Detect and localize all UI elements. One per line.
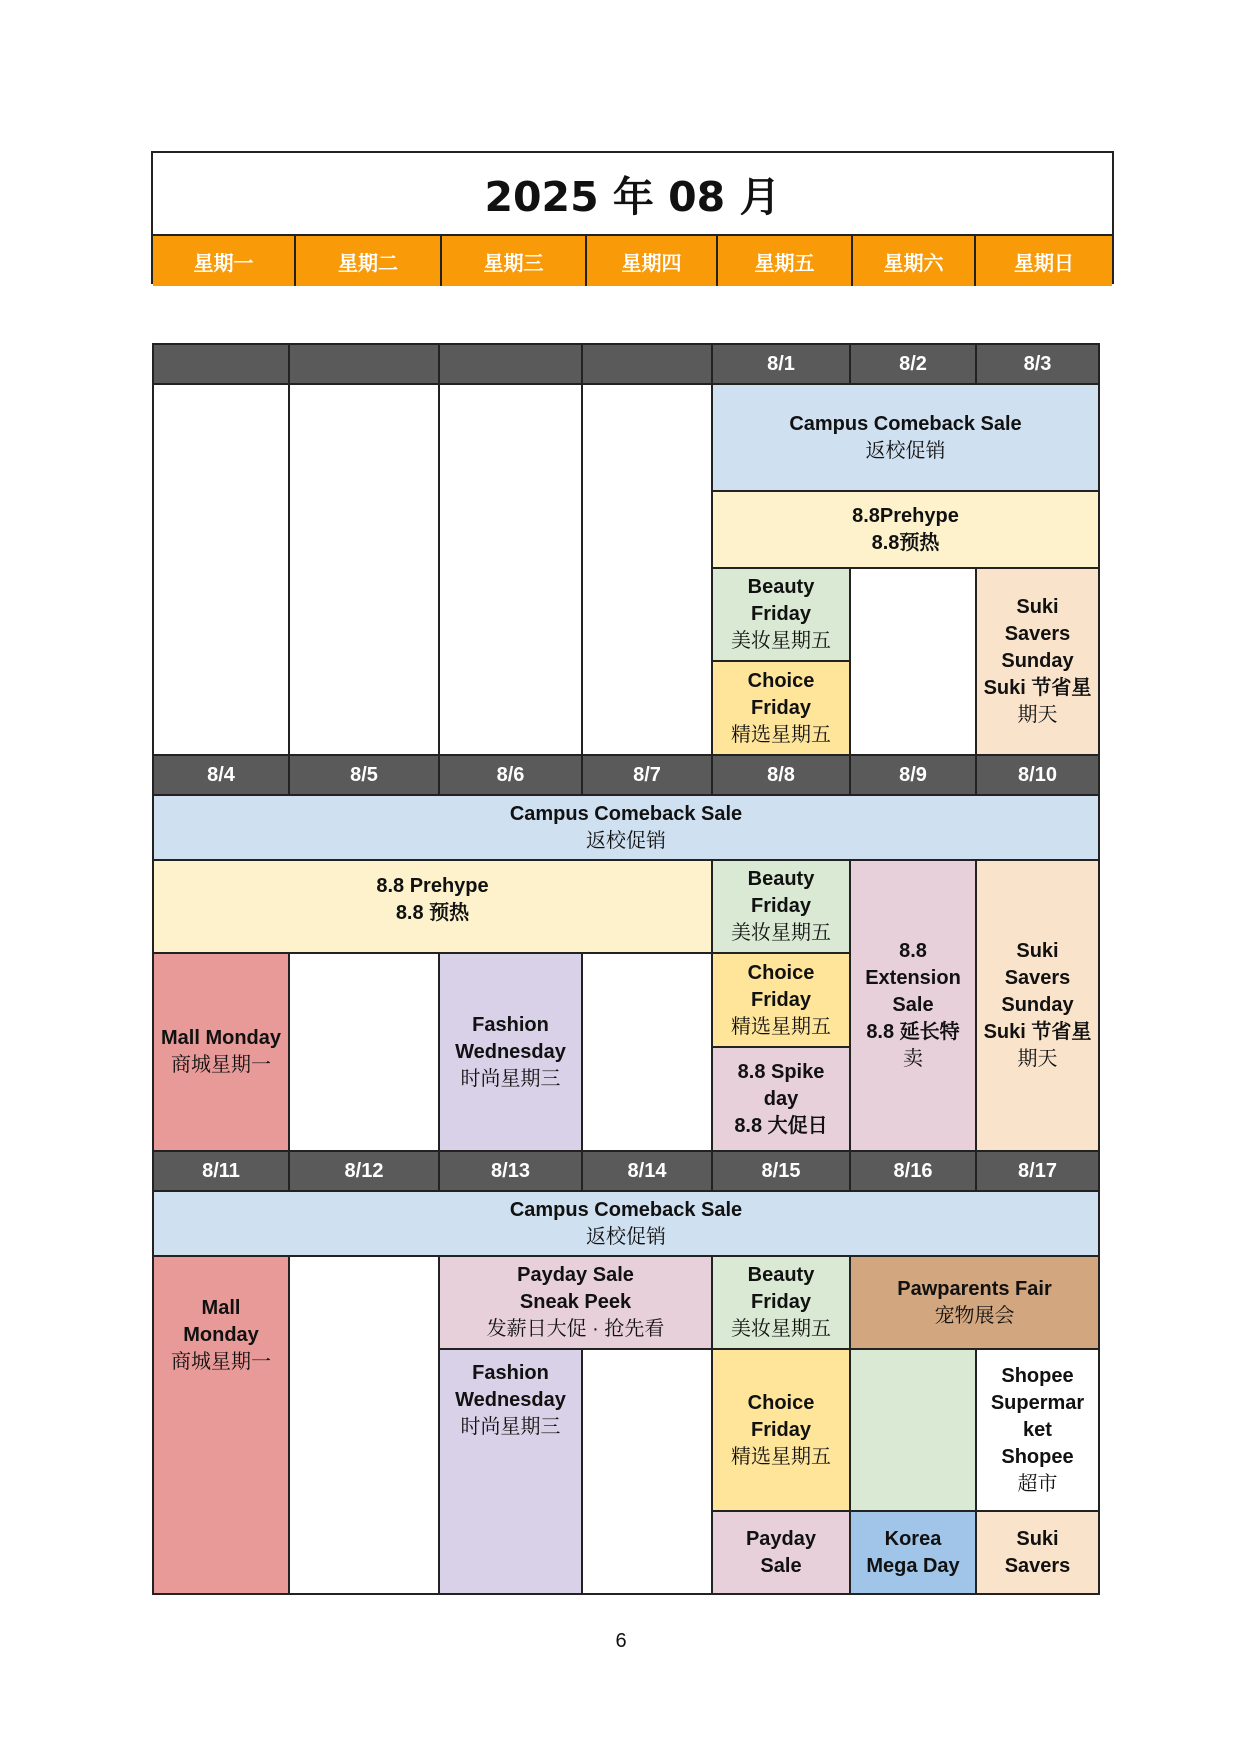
- event-title: Mall Monday: [160, 1027, 281, 1049]
- event-title-line: Savers: [1004, 623, 1071, 645]
- event-subtitle: 发薪日大促 · 抢先看: [486, 1318, 665, 1340]
- event-title: 8.8 Prehype: [376, 875, 489, 897]
- empty-cell: [290, 1257, 440, 1593]
- date-cell-8-1: 8/1: [713, 345, 851, 385]
- date-cell: [290, 345, 440, 385]
- date-cell: [154, 345, 290, 385]
- event-title: 8.8Prehype: [852, 504, 959, 527]
- event-subtitle: 返校促销: [865, 439, 946, 462]
- event-subtitle-line: 卖: [903, 1048, 923, 1070]
- date-cell-8-3: 8/3: [977, 345, 1098, 385]
- date-cell-8-6: 8/6: [440, 756, 583, 796]
- event-subtitle-line: Suki 节省星: [983, 1021, 1092, 1043]
- event-subtitle-line: Suki 节省星: [983, 677, 1092, 699]
- event-suki-savers-sunday[interactable]: [977, 569, 1098, 756]
- empty-cell: [440, 385, 583, 756]
- event-title-line: ket: [1023, 1418, 1052, 1441]
- date-cell-8-14: 8/14: [583, 1152, 713, 1192]
- weekday-header-row: [153, 234, 1112, 286]
- event-title-line: Sneak Peek: [519, 1291, 632, 1313]
- event-beauty-friday[interactable]: [713, 569, 851, 662]
- event-campus-comeback-sale[interactable]: [713, 385, 1098, 492]
- event-title-line: Friday: [750, 1291, 812, 1313]
- date-cell-8-8: 8/8: [713, 756, 851, 796]
- event-title-line: 8.8 Spike: [737, 1060, 825, 1083]
- event-subtitle: 返校促销: [586, 1225, 666, 1248]
- date-cell-8-17: 8/17: [977, 1152, 1098, 1192]
- empty-event-cell: [851, 1350, 977, 1512]
- event-title-line: Supermar: [990, 1391, 1085, 1414]
- event-subtitle: 美妆星期五: [731, 630, 831, 652]
- date-cell-8-15: 8/15: [713, 1152, 851, 1192]
- event-shopee-supermarket[interactable]: [977, 1350, 1098, 1512]
- date-cell-8-12: 8/12: [290, 1152, 440, 1192]
- event-korea-mega-day[interactable]: [851, 1512, 977, 1593]
- date-cell-8-9: 8/9: [851, 756, 977, 796]
- event-title-line: Friday: [750, 895, 812, 917]
- event-title-line: Sale: [760, 1554, 802, 1577]
- page-number: 6: [615, 1630, 627, 1652]
- date-cell-8-13: 8/13: [440, 1152, 583, 1192]
- event-title-line: Beauty: [747, 576, 815, 598]
- event-title-line: Friday: [750, 696, 812, 719]
- event-mall-monday[interactable]: [154, 1257, 290, 1593]
- event-prehype[interactable]: [713, 492, 1098, 569]
- event-subtitle-line: 期天: [1017, 1048, 1058, 1070]
- event-title-line: Friday: [750, 603, 812, 625]
- empty-cell: [583, 1350, 713, 1593]
- event-suki-savers-sunday[interactable]: [977, 861, 1098, 1152]
- event-mall-monday[interactable]: [154, 954, 290, 1152]
- event-subtitle-line: 8.8 延长特: [866, 1021, 960, 1043]
- event-title: Campus Comeback Sale: [509, 1198, 743, 1221]
- event-title: Campus Comeback Sale: [789, 412, 1022, 435]
- event-payday-sale[interactable]: [713, 1512, 851, 1593]
- event-title-line: Korea: [884, 1527, 942, 1550]
- event-title-line: Suki: [1016, 1527, 1059, 1550]
- event-title-line: Choice: [747, 961, 815, 984]
- event-title-line: Savers: [1004, 967, 1071, 989]
- event-pawparents-fair[interactable]: [851, 1257, 1098, 1350]
- weekday-sunday: 星期日: [976, 236, 1112, 286]
- date-cell-8-5: 8/5: [290, 756, 440, 796]
- event-subtitle: 时尚星期三: [460, 1416, 561, 1438]
- page-title: 2025 年 08 月: [484, 173, 781, 221]
- calendar-grid: [152, 343, 1100, 1595]
- event-title-line: Suki: [1016, 940, 1059, 962]
- event-title-line: Payday: [745, 1527, 817, 1550]
- event-title-line: day: [763, 1087, 799, 1110]
- event-title-line: Monday: [183, 1324, 259, 1346]
- empty-cell: [583, 954, 713, 1152]
- weekday-wednesday: 星期三: [442, 236, 587, 286]
- event-payday-sneak-peek[interactable]: [440, 1257, 713, 1350]
- event-choice-friday[interactable]: [713, 1350, 851, 1512]
- event-choice-friday[interactable]: [713, 662, 851, 756]
- date-cell: [440, 345, 583, 385]
- event-title-line: Wednesday: [455, 1389, 566, 1411]
- event-subtitle: 美妆星期五: [731, 922, 831, 944]
- event-title-line: Friday: [750, 988, 812, 1011]
- event-title-line: Shopee: [1001, 1445, 1074, 1468]
- event-title-line: Fashion: [472, 1013, 549, 1036]
- event-title-line: Fashion: [472, 1362, 549, 1384]
- empty-cell: [851, 569, 977, 756]
- date-cell-8-2: 8/2: [851, 345, 977, 385]
- event-subtitle: 8.8预热: [871, 531, 940, 554]
- event-title-line: Sunday: [1001, 650, 1074, 672]
- empty-cell: [290, 954, 440, 1152]
- event-prehype[interactable]: [154, 861, 713, 954]
- date-cell-8-16: 8/16: [851, 1152, 977, 1192]
- empty-cell: [154, 385, 290, 756]
- event-title-line: Beauty: [747, 1264, 815, 1286]
- event-title: Campus Comeback Sale: [509, 802, 743, 825]
- event-subtitle: 超市: [1017, 1472, 1058, 1495]
- event-suki-savers[interactable]: [977, 1512, 1098, 1593]
- event-title-line: 8.8: [899, 940, 927, 962]
- event-subtitle: 精选星期五: [731, 1015, 831, 1038]
- event-subtitle: 返校促销: [586, 829, 666, 852]
- event-title-line: Beauty: [747, 868, 815, 890]
- event-subtitle-line: 期天: [1017, 704, 1058, 726]
- event-subtitle: 时尚星期三: [460, 1067, 561, 1090]
- event-title-line: Payday Sale: [517, 1264, 634, 1286]
- weekday-thursday: 星期四: [587, 236, 718, 286]
- event-title-line: Suki: [1016, 596, 1059, 618]
- event-title-line: Shopee: [1001, 1364, 1074, 1387]
- event-beauty-friday[interactable]: [713, 861, 851, 954]
- event-title-line: Sale: [892, 994, 934, 1016]
- weekday-saturday: 星期六: [853, 236, 976, 286]
- event-beauty-friday[interactable]: [713, 1257, 851, 1350]
- event-subtitle: 商城星期一: [171, 1351, 271, 1373]
- event-fashion-wednesday[interactable]: [440, 954, 583, 1152]
- event-title-line: Choice: [747, 1391, 815, 1414]
- event-title: Pawparents Fair: [897, 1277, 1052, 1300]
- event-subtitle: 商城星期一: [171, 1054, 271, 1076]
- event-spike-day[interactable]: [713, 1048, 851, 1152]
- calendar-header: [151, 151, 1114, 284]
- date-cell: [583, 345, 713, 385]
- weekday-tuesday: 星期二: [296, 236, 442, 286]
- event-subtitle: 精选星期五: [731, 1445, 831, 1468]
- event-title-line: Mega Day: [866, 1554, 960, 1577]
- event-title-line: Extension: [865, 967, 961, 989]
- date-cell-8-11: 8/11: [154, 1152, 290, 1192]
- event-fashion-wednesday[interactable]: [440, 1350, 583, 1593]
- event-extension-sale[interactable]: [851, 861, 977, 1152]
- date-cell-8-4: 8/4: [154, 756, 290, 796]
- empty-cell: [290, 385, 440, 756]
- event-choice-friday[interactable]: [713, 954, 851, 1048]
- event-subtitle: 美妆星期五: [731, 1318, 831, 1340]
- weekday-monday: 星期一: [153, 236, 296, 286]
- event-title-line: Savers: [1004, 1554, 1071, 1577]
- event-title-line: Friday: [750, 1418, 812, 1441]
- event-subtitle: 宠物展会: [934, 1304, 1015, 1327]
- event-title-line: Sunday: [1001, 994, 1074, 1016]
- event-campus-comeback-sale[interactable]: [154, 1192, 1098, 1257]
- empty-cell: [583, 385, 713, 756]
- date-cell-8-7: 8/7: [583, 756, 713, 796]
- event-title-line: Wednesday: [455, 1040, 566, 1063]
- event-campus-comeback-sale[interactable]: [154, 796, 1098, 861]
- event-subtitle: 8.8 预热: [395, 902, 470, 924]
- date-cell-8-10: 8/10: [977, 756, 1098, 796]
- event-subtitle: 精选星期五: [731, 723, 831, 746]
- event-subtitle: 8.8 大促日: [734, 1114, 828, 1137]
- event-title-line: Mall: [201, 1297, 241, 1319]
- weekday-friday: 星期五: [718, 236, 853, 286]
- event-title-line: Choice: [747, 669, 815, 692]
